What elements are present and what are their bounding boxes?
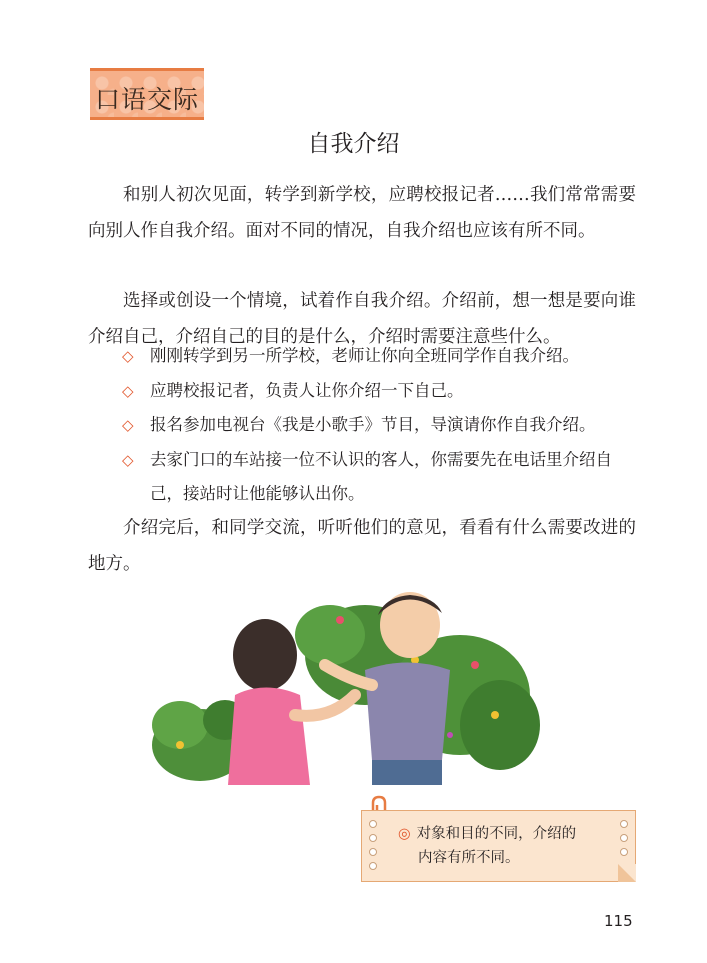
double-circle-icon: ◎ xyxy=(398,826,411,842)
list-item xyxy=(122,339,642,374)
diamond-bullet-icon: ◇ xyxy=(122,416,134,434)
page-number: 115 xyxy=(604,912,633,930)
task-paragraph: 选择或创设一个情境，试着作自我介绍。介绍前，想一想是要向谁介绍自己，介绍自己的目的是什么，介绍时需要注意些什么。 xyxy=(88,291,636,347)
page-curl xyxy=(618,864,636,882)
scenario-text: 应聘校报记者，负责人让你介绍一下自己。 xyxy=(150,380,464,400)
diamond-bullet-icon: ◇ xyxy=(122,450,134,469)
list-item xyxy=(122,443,642,512)
tip-line-2: 内容有所不同。 xyxy=(418,850,520,866)
diamond-bullet-icon: ◇ xyxy=(122,381,134,400)
intro-paragraph: 和别人初次见面，转学到新学校，应聘校报记者……我们常常需要向别人作自我介绍。面对不同的情况，自我介绍也应该有所不同。 xyxy=(88,185,636,241)
scenario-list xyxy=(122,339,642,512)
scenario-text: 去家门口的车站接一位不认识的客人，你需要先在电话里介绍自己，接站时让他能够认出你。 xyxy=(150,449,612,503)
tip-note-text xyxy=(398,822,618,870)
lesson-title: 自我介绍 xyxy=(307,131,400,157)
diamond-bullet-icon: ◇ xyxy=(122,347,134,365)
section-tag xyxy=(90,68,204,120)
scenario-text: 刚刚转学到另一所学校，老师让你向全班同学作自我介绍。 xyxy=(150,346,579,365)
tip-note xyxy=(361,810,636,882)
list-item xyxy=(122,408,642,443)
children-talking-illustration xyxy=(150,585,540,785)
section-tag-label: 口语交际 xyxy=(94,85,199,114)
tip-line-1: 对象和目的不同，介绍的 xyxy=(416,826,577,842)
scenario-text: 报名参加电视台《我是小歌手》节目，导演请你作自我介绍。 xyxy=(150,415,596,434)
list-item xyxy=(122,374,642,409)
closing-paragraph: 介绍完后，和同学交流，听听他们的意见，看看有什么需要改进的地方。 xyxy=(88,518,636,574)
